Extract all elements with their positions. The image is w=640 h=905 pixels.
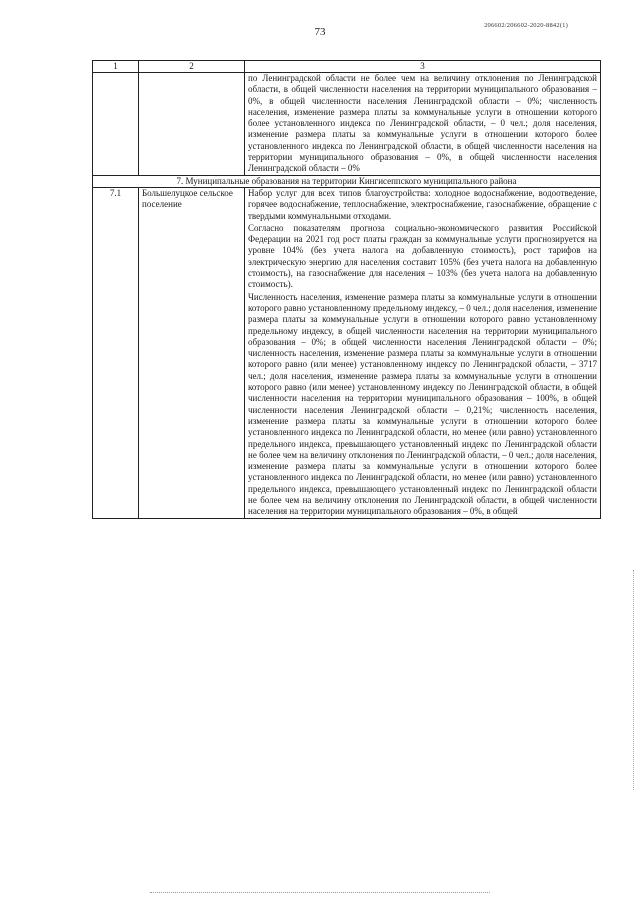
page-number: 73 xyxy=(314,26,326,38)
column-header-1: 1 xyxy=(93,61,139,73)
continued-row-name xyxy=(139,73,245,176)
scan-footer-mark xyxy=(150,892,490,893)
column-header-3: 3 xyxy=(245,61,601,73)
paragraph-population: Численность населения, изменение размера платы за коммунальные услуги в отношении которого равно установленному предельному индексу, – 0 чел.; доля населения, изменение размера платы за коммунальные услуги в отношении которого равно установленному предельному индексу, в общей численности населения на территории муниципального образования – 0%; в общей численности населения Ленинградской области – 0%; численность населения, изменение размера платы за коммунальные услуги в отношении которого равно (или менее) установленному индексу по Ленинградской области, – 3717 чел.; доля населения, изменение размера платы за коммунальные услуги в отношении которого равно (или менее) установленному индексу по Ленинградской области, в общей численности населения на территории муниципального образования – 100%, в общей численности населения Ленинградской области – 0,21%; численность населения, изменение размера платы за коммунальные услуги в отношении которого более установленного индекса по Ленинградской области, но менее (или равно) установленного предельного индекса, превышающего установленный индекс по Ленинградской области не более чем на величину отклонения по Ленинградской области, – 0 чел.; доля населения, изменение размера платы за коммунальные услуги в отношении которого более установленного индекса по Ленинградской области, но менее (или равно) установленного предельного индекса, превышающего установленный индекс по Ленинградской области не более чем на величину отклонения по Ленинградской области, в общей численности населения на территории муниципального образования – 0%, в общей xyxy=(248,291,597,517)
municipality-name: Большелуцкое сельское поселение xyxy=(139,187,245,518)
continued-row xyxy=(93,73,601,176)
row-number: 7.1 xyxy=(93,187,139,518)
row-description xyxy=(245,187,601,518)
continued-row-text: по Ленинградской области не более чем на величину отклонения по Ленинградской области, в общей численности населения на территории муниципального образования – 0%, в общей численности населения Ленинградской области – 0%; численность населения, изменение размера платы за коммунальные услуги в отношении которого более установленного индекса по Ленинградской области, – 0 чел.; доля населения, изменение размера платы за коммунальные услуги в отношении которого более установленного индекса по Ленинградской области, в общей численности населения на территории муниципального образования – 0%, в общей численности населения Ленинградской области – 0% xyxy=(245,73,601,176)
paragraph-forecast: Согласно показателям прогноза социально-экономического развития Российской Федерации на 2021 год рост платы граждан за коммунальные услуги прогнозируется на уровне 104% (без учета налога на добавленную стоимость), рост тарифов на электрическую энергию для населения составит 105% (без учета налога на добавленную стоимость), на газоснабжение для населения – 103% (без учета налога на добавленную стоимость). xyxy=(248,222,597,290)
document-code: 206602/206602-2020-8842(1) xyxy=(484,22,568,29)
column-header-2: 2 xyxy=(139,61,245,73)
continued-row-number xyxy=(93,73,139,176)
paragraph-services: Набор услуг для всех типов благоустройства: холодное водоснабжение, водоотведение, горячее водоснабжение, теплоснабжение, электроснабжение, газоснабжение, обращение с твердыми коммунальными отходами. xyxy=(248,187,597,221)
section-title: 7. Муниципальные образования на территории Кингисеппского муниципального района xyxy=(93,175,601,187)
scan-edge-mark xyxy=(633,570,634,790)
section-header-row xyxy=(93,175,601,187)
data-table xyxy=(92,60,601,519)
table-header-row xyxy=(93,61,601,73)
table-row xyxy=(93,187,601,518)
